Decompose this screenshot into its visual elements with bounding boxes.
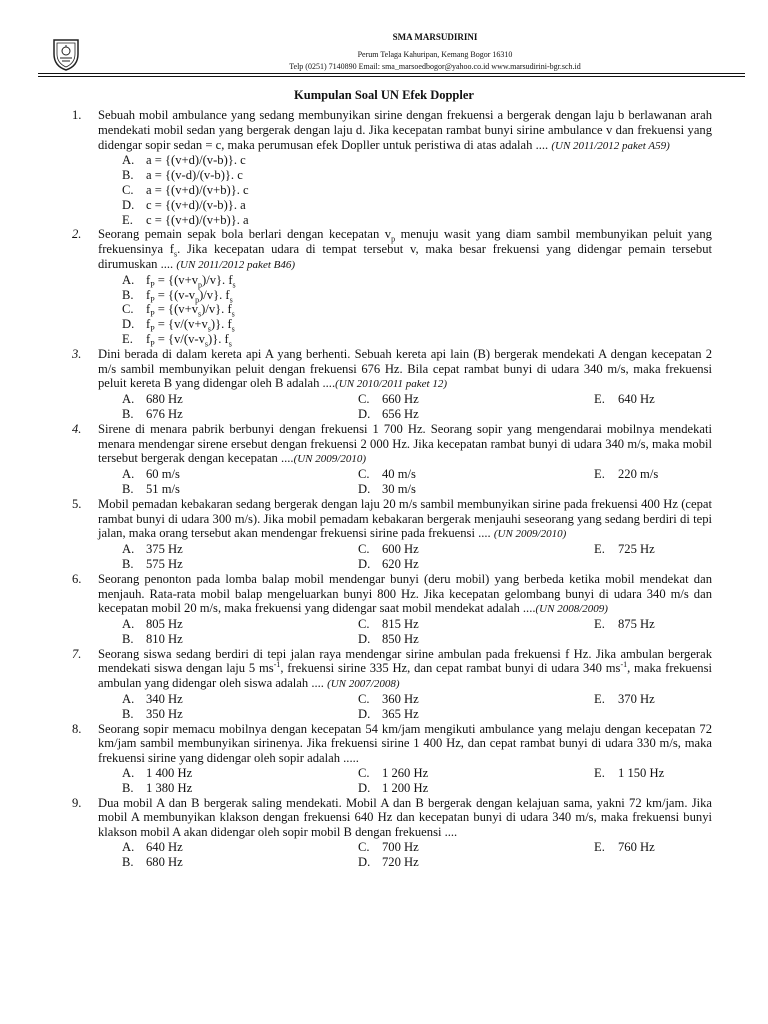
option-text: 640 Hz	[618, 392, 655, 407]
option-text: a = {(v+d)/(v+b)}. c	[146, 182, 249, 197]
option	[122, 840, 358, 855]
option-text: 680 Hz	[146, 392, 183, 407]
school-name: SMA MARSUDIRINI	[392, 32, 478, 42]
option	[594, 617, 734, 632]
header-divider	[38, 76, 745, 77]
option-text: s	[231, 309, 235, 319]
option-letter: E.	[594, 392, 605, 407]
question-text: Seorang siswa sedang berdiri di tepi jalan raya mendengar sirine ambulan pada frekuensi f Hz. Jika ambulan bergerak mendekati siswa dengan laju 5 $ms^{-1}$, frekuensi sirine 335 Hz, dan cepat rambat bunyi di udara 340 $ms^{-1}$, maka frekuensi ambulan yang didengar oleh siswa adalah .... (UN 2007/2008)	[98, 646, 712, 691]
option-text: = {v/(v-v	[154, 331, 205, 346]
option-text: P	[150, 309, 155, 319]
option-letter: A.	[122, 392, 135, 407]
option-text: 805 Hz	[146, 617, 183, 632]
option-text: s	[207, 324, 211, 334]
option-text: 620 Hz	[382, 556, 419, 571]
question-text: Seorang penonton pada lomba balap mobil mendengar bunyi (deru mobil) yang berbeda ketika mobil mendekat dan menjauh. Rata-rata mobil balap mengeluarkan bunyi 800 Hz. Jika kecepatan gelombang bunyi di udara 340 m/s dan kecepatan mobil 20 m/s, maka frekuensi yang didengar saat mobil mendekat adalah ....(UN 2008/2009)	[98, 571, 712, 616]
answer-options	[98, 766, 712, 796]
option-text: = {v/(v+v	[154, 317, 208, 332]
question-number: 3.	[72, 346, 82, 361]
option-text: )/v}. f	[199, 287, 230, 302]
option-letter: C.	[122, 302, 134, 317]
option-letter: D.	[122, 197, 135, 212]
option-letter: B.	[122, 556, 134, 571]
option-text: f	[146, 272, 151, 287]
question-number: 2.	[72, 227, 82, 242]
option-letter: C.	[358, 692, 370, 707]
option	[122, 781, 358, 796]
option	[122, 482, 358, 497]
question-9	[72, 796, 712, 870]
question-text: Sirene di menara pabrik berbunyi dengan frekuensi 1 700 Hz. Seorang sopir yang mengendarai mobilnya mendekati menara mendengar sirene ersebut dengan frekuensi 2 000 Hz. Jika kecepatan rambat bunyi di udara 340 m/s, maka mobil tersebut bergerak dengan kecepatan ....(UN 2009/2010)	[98, 421, 712, 466]
option-text: )/v}. f	[202, 272, 233, 287]
question-number: 8.	[72, 721, 82, 736]
letterhead	[40, 32, 740, 72]
option-text: a = {(v-d)/(v-b)}. c	[146, 168, 243, 183]
option-text: 640 Hz	[146, 840, 183, 855]
option	[122, 766, 358, 781]
option-letter: E.	[122, 331, 133, 346]
option-letter: B.	[122, 854, 134, 869]
option-letter: E.	[594, 840, 605, 855]
option-text: )}. f	[208, 331, 229, 346]
option-text: s	[198, 309, 202, 319]
option-text: 370 Hz	[618, 692, 655, 707]
option	[122, 407, 358, 422]
question-6	[72, 572, 712, 647]
option	[122, 317, 712, 332]
option-text: 850 Hz	[382, 631, 419, 646]
option-text: f	[146, 302, 151, 317]
question-source: (UN 2009/2010)	[493, 528, 567, 541]
option-text: 680 Hz	[146, 854, 183, 869]
option	[358, 766, 594, 781]
option-text: P	[150, 339, 155, 349]
option-text: p	[195, 295, 200, 305]
question-number: 7.	[72, 646, 82, 661]
question-number: 1.	[72, 108, 82, 122]
option	[358, 840, 594, 855]
option-text: 600 Hz	[382, 542, 419, 557]
option-text: 875 Hz	[618, 617, 655, 632]
option	[594, 542, 734, 557]
option-text: = {(v+v	[154, 272, 198, 287]
option-letter: B.	[122, 406, 134, 421]
option-text: 375 Hz	[146, 542, 183, 557]
option-text: 350 Hz	[146, 706, 183, 721]
option-text: P	[150, 295, 155, 305]
option	[122, 153, 712, 168]
option-text: = {(v-v	[154, 287, 196, 302]
question-1	[72, 108, 712, 227]
option-text: f	[146, 287, 151, 302]
option	[358, 855, 594, 870]
option-text: c = {(v+d)/(v+b)}. a	[146, 212, 249, 227]
option-text: )/v}. f	[201, 302, 232, 317]
option-letter: A.	[122, 542, 135, 557]
option	[122, 542, 358, 557]
option-text: 676 Hz	[146, 406, 183, 421]
option-text: 1 150 Hz	[618, 766, 665, 781]
option-letter: B.	[122, 481, 134, 496]
option	[122, 557, 358, 572]
question-source: (UN 2010/2011 paket 12)	[335, 378, 448, 391]
option	[358, 617, 594, 632]
question-number: 9.	[72, 795, 82, 810]
answer-options	[98, 840, 712, 870]
school-address: Perum Telaga Kahuripan, Kemang Bogor 16310	[357, 50, 513, 59]
question-text: Dua mobil A dan B bergerak saling mendekati. Mobil A dan B bergerak dengan kelajuan sama, yakni 72 km/jam. Jika mobil A membunyikan klakson dengan frekuensi 640 Hz dan kecepatan bunyi di udara 340 m/s, maka frekuensi bunyi klakson mobil A akan didengar oleh sopir mobil B dengan frekuensi ....	[98, 795, 712, 840]
option-text: -1	[273, 660, 281, 670]
option	[122, 213, 712, 228]
option-text: 760 Hz	[618, 840, 655, 855]
question-text: Seorang pemain sepak bola berlari dengan kecepatan $v_p$ menuju wasit yang diam sambil membunyikan peluit yang frekuensinya $f_s$. Jika kecepatan udara di tempat tersebut v, maka besar frekuensi yang didengar pemain tersebut dirumuskan .... (UN 2011/2012 paket B46)	[98, 227, 712, 271]
option-text: 40 m/s	[382, 467, 416, 482]
option-letter: A.	[122, 467, 135, 482]
option-text: 30 m/s	[382, 481, 416, 496]
question-4	[72, 422, 712, 497]
option	[358, 467, 594, 482]
option-text: 1 400 Hz	[146, 766, 193, 781]
option	[358, 542, 594, 557]
option-text: 810 Hz	[146, 631, 183, 646]
question-3	[72, 347, 712, 422]
option-text: s	[229, 295, 233, 305]
option-letter: A.	[122, 153, 135, 168]
option	[358, 692, 594, 707]
option-letter: D.	[358, 706, 371, 721]
option-text: c = {(v+d)/(v-b)}. a	[146, 197, 246, 212]
option-text: f	[146, 331, 151, 346]
question-source: (UN 2008/2009)	[535, 603, 608, 616]
option	[358, 707, 594, 722]
option-text: 220 m/s	[618, 467, 659, 482]
option-text: = {(v+v	[154, 302, 198, 317]
option-letter: D.	[358, 481, 371, 496]
option-text: s	[204, 339, 209, 349]
answer-options	[98, 392, 712, 422]
option	[358, 407, 594, 422]
option-letter: E.	[594, 542, 605, 557]
school-contact: Telp (0251) 7140890 Email: sma_marsoedbogor@yahoo.co.id www.marsudirini-bgr.sch.id	[289, 62, 581, 71]
option	[122, 183, 712, 198]
option-text: s	[228, 339, 232, 349]
answer-options	[98, 273, 712, 347]
option-text: 1 260 Hz	[382, 766, 429, 781]
option	[122, 632, 358, 647]
option-letter: A.	[122, 272, 135, 287]
option	[594, 692, 734, 707]
option-letter: A.	[122, 840, 135, 855]
option-text: 51 m/s	[146, 481, 180, 496]
option-letter: A.	[122, 766, 135, 781]
option-text: )}. f	[210, 317, 232, 332]
option-letter: C.	[358, 766, 370, 781]
question-text: Dini berada di dalam kereta api A yang berhenti. Sebuah kereta api lain (B) bergerak mendekati A dengan kecepatan 2 m/s sambil membunyikan peluit dengan frekuensi 676 Hz. Bila cepat rambat bunyi di udara 340 m/s, maka frekuensi peluit kereta B yang didengar oleh B adalah ....(UN 2010/2011 paket 12)	[98, 346, 712, 391]
option-text: 656 Hz	[382, 406, 419, 421]
answer-options	[98, 467, 712, 497]
option-text: 725 Hz	[618, 542, 655, 557]
header-divider	[38, 73, 745, 74]
option-text: 360 Hz	[382, 692, 419, 707]
question-number: 6.	[72, 571, 82, 586]
option-text: f	[146, 317, 151, 332]
option-letter: D.	[358, 556, 371, 571]
question-source: (UN 2011/2012 paket B46)	[176, 258, 296, 271]
option	[594, 392, 734, 407]
option-text: 660 Hz	[382, 392, 419, 407]
option-text: 720 Hz	[382, 854, 419, 869]
option	[594, 467, 734, 482]
option	[594, 766, 734, 781]
option-letter: E.	[594, 766, 605, 781]
option	[358, 482, 594, 497]
option	[122, 392, 358, 407]
answer-options	[98, 617, 712, 647]
option	[122, 302, 712, 317]
question-source: (UN 2007/2008)	[327, 678, 400, 691]
question-number: 4.	[72, 421, 82, 436]
option-text: 1 380 Hz	[146, 780, 193, 795]
option-text: p	[198, 280, 202, 290]
option-text: 1 200 Hz	[382, 780, 429, 795]
option	[358, 557, 594, 572]
option	[358, 392, 594, 407]
option-letter: C.	[358, 467, 370, 482]
option-letter: A.	[122, 692, 135, 707]
option-letter: D.	[122, 317, 135, 332]
option-letter: E.	[594, 692, 605, 707]
question-text: Mobil pemadan kebakaran sedang bergerak dengan laju 20 m/s sambil membunyikan sirine pada frekuensi 400 Hz (cepat rambat bunyi di udara 300 m/s). Jika mobil pemadam kebakaran bergerak menjauhi seseorang yang sedang berdiri di tepi jalan, maka orang tersebut akan mendengar frekuensi sirine pada frekuensi .... (UN 2009/2010)	[98, 496, 712, 541]
option-letter: C.	[358, 840, 370, 855]
option-text: 815 Hz	[382, 617, 419, 632]
option	[122, 617, 358, 632]
option-text: P	[150, 280, 155, 290]
question-text: Sebuah mobil ambulance yang sedang membunyikan sirine dengan frekuensi a bergerak dengan laju b berlawanan arah mendekati mobil sedan yang bergerak dengan laju d. Jika kecepatan rambat bunyi sirine ambulance v dan frekuensi yang didengar sopir sedan = c, maka perumusan efek Dopller untuk peristiwa di atas adalah .... (UN 2011/2012 paket A59)	[98, 108, 712, 152]
document-title: Kumpulan Soal UN Efek Doppler	[294, 88, 474, 102]
option-text: 700 Hz	[382, 840, 419, 855]
option-letter: D.	[358, 780, 371, 795]
question-7	[72, 647, 712, 722]
option-letter: B.	[122, 780, 134, 795]
option	[122, 707, 358, 722]
option	[122, 273, 712, 288]
option-text: 340 Hz	[146, 692, 183, 707]
question-5	[72, 497, 712, 572]
option-text: a = {(v+d)/(v-b)}. c	[146, 153, 246, 168]
option-text: -1	[620, 660, 628, 670]
option-letter: E.	[594, 617, 605, 632]
option-text: s	[232, 280, 236, 290]
option-text: s	[231, 324, 235, 334]
option-letter: E.	[122, 212, 133, 227]
option-text: s	[173, 249, 178, 259]
option-text: 575 Hz	[146, 556, 183, 571]
option-letter: C.	[358, 392, 370, 407]
option	[358, 781, 594, 796]
option	[122, 198, 712, 213]
question-text: Seorang sopir memacu mobilnya dengan kecepatan 54 km/jam mengikuti ambulance yang melaju dengan kecepatan 72 km/jam sambil membunyikan sirinenya. Jika frekuensi sirine 1 400 Hz, dan cepat rambat bunyi di udara 330 m/s, maka frekuensi sirine yang didengar oleh sopir adalah .....	[98, 721, 712, 766]
option-letter: B.	[122, 706, 134, 721]
option-letter: C.	[122, 182, 134, 197]
option-letter: A.	[122, 617, 135, 632]
option	[122, 855, 358, 870]
question-number: 5.	[72, 496, 82, 511]
option-letter: C.	[358, 542, 370, 557]
option-letter: C.	[358, 617, 370, 632]
answer-options	[98, 692, 712, 722]
option	[358, 632, 594, 647]
option-letter: B.	[122, 287, 134, 302]
option-letter: D.	[358, 854, 371, 869]
option-letter: E.	[594, 467, 605, 482]
option-text: 60 m/s	[146, 467, 180, 482]
option	[122, 168, 712, 183]
option-letter: B.	[122, 631, 134, 646]
option	[594, 840, 734, 855]
option	[122, 288, 712, 303]
option-text: 365 Hz	[382, 706, 419, 721]
question-list	[72, 108, 712, 870]
question-source: (UN 2011/2012 paket A59)	[551, 139, 670, 152]
answer-options	[98, 153, 712, 227]
question-8	[72, 722, 712, 796]
question-source: (UN 2009/2010)	[293, 453, 366, 466]
answer-options	[98, 542, 712, 572]
option	[122, 692, 358, 707]
option	[122, 467, 358, 482]
question-2	[72, 227, 712, 349]
option-text: P	[150, 324, 155, 334]
option-letter: D.	[358, 406, 371, 421]
option	[122, 332, 712, 347]
option-letter: B.	[122, 168, 134, 183]
option-letter: D.	[358, 631, 371, 646]
option-text: p	[391, 234, 396, 244]
